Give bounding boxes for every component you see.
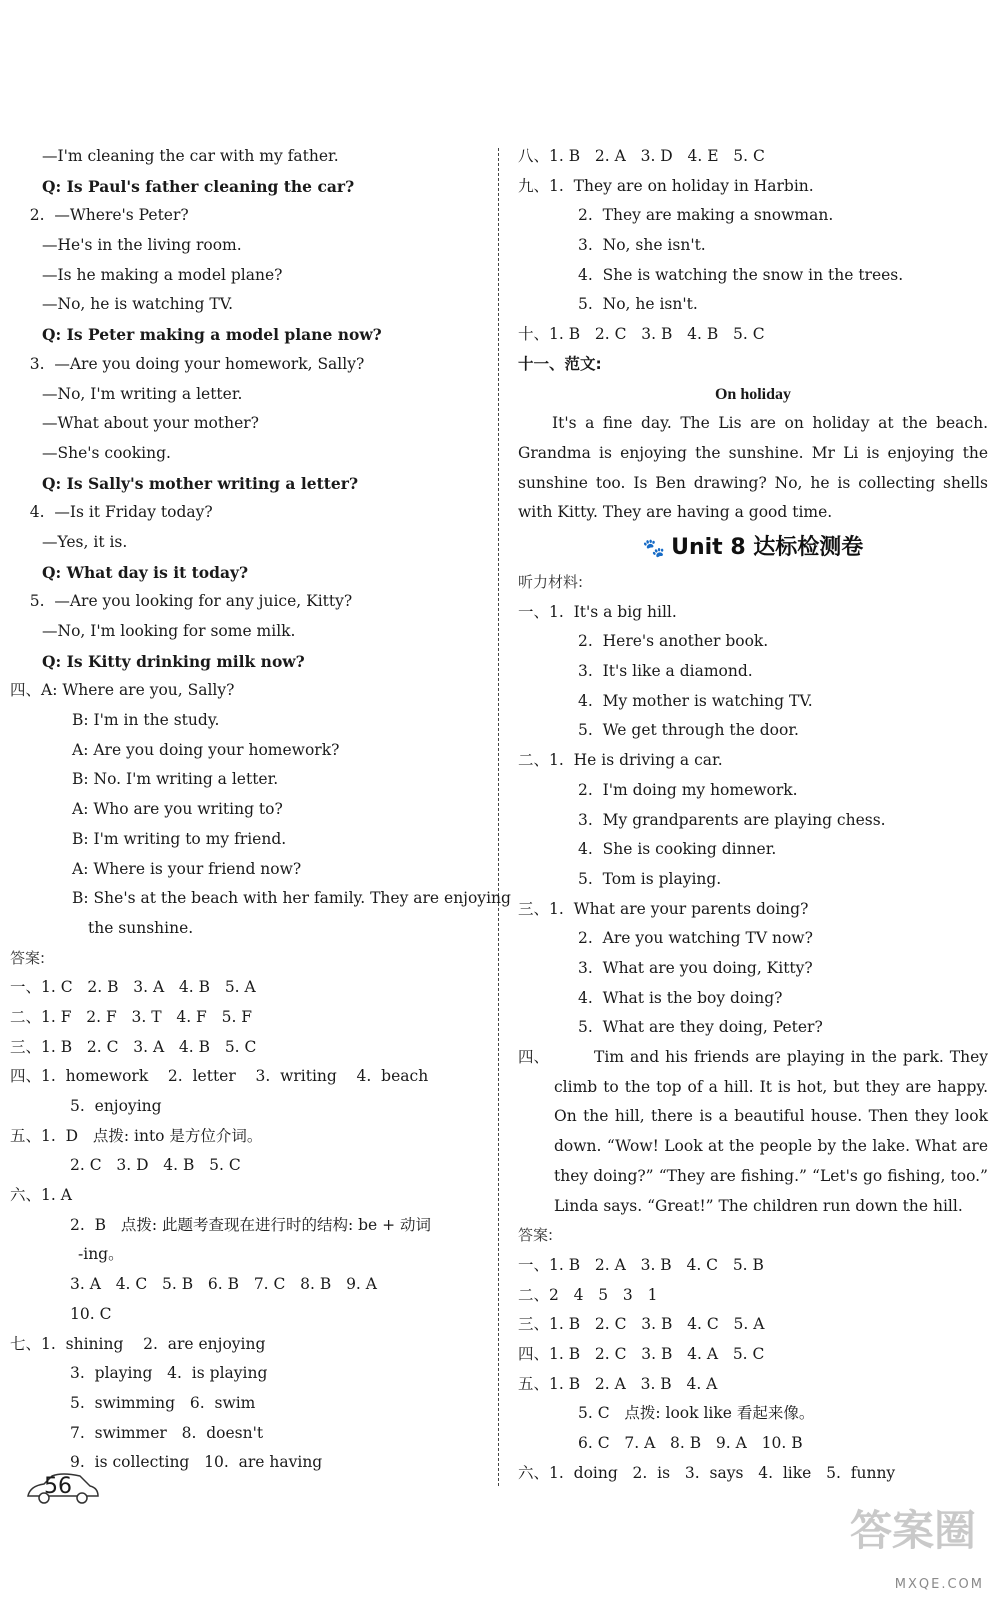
- left-line: -ing。: [78, 1245, 124, 1264]
- right-top-line: 3. No, she isn't.: [578, 236, 706, 255]
- left-line: 四、A: Where are you, Sally?: [10, 681, 235, 700]
- listening-line: 3. What are you doing, Kitty?: [578, 958, 813, 977]
- listening-line: 4. She is cooking dinner.: [578, 840, 777, 859]
- left-line: —She's cooking.: [42, 443, 171, 462]
- left-line: 四、1. homework 2. letter 3. writing 4. beach: [10, 1067, 429, 1086]
- right-top-line: 十、1. B 2. C 3. B 4. B 5. C: [518, 325, 765, 344]
- paw-icon: 🐾: [642, 538, 666, 559]
- left-line: —No, I'm looking for some milk.: [42, 622, 296, 640]
- left-line: 3. —Are you doing your homework, Sally?: [10, 354, 365, 373]
- right-column: [518, 142, 988, 1488]
- left-line: 5. swimming 6. swim: [70, 1393, 256, 1412]
- left-line: —Yes, it is.: [42, 532, 128, 551]
- left-line: 七、1. shining 2. are enjoying: [10, 1334, 266, 1353]
- left-line: —I'm cleaning the car with my father.: [42, 147, 339, 165]
- listening-line: 5. What are they doing, Peter?: [578, 1018, 823, 1037]
- column-divider: [498, 148, 499, 1486]
- left-line: Q: Is Paul's father cleaning the car?: [42, 176, 355, 196]
- watermark-url: MXQE.COM: [894, 1577, 984, 1592]
- left-line: —What about your mother?: [42, 414, 259, 433]
- left-line: 2. C 3. D 4. B 5. C: [70, 1156, 241, 1175]
- left-line: 7. swimmer 8. doesn't: [70, 1423, 264, 1442]
- left-line: —He's in the living room.: [42, 236, 242, 255]
- story-label: 四、: [518, 1048, 550, 1066]
- left-line: Q: What day is it today?: [42, 562, 249, 582]
- left-line: 一、1. C 2. B 3. A 4. B 5. A: [10, 978, 256, 997]
- story-block: [518, 1043, 988, 1221]
- listening-line: 4. What is the boy doing?: [578, 988, 783, 1007]
- left-line: 4. —Is it Friday today?: [10, 503, 213, 522]
- watermark-logo: 答案圈: [849, 1506, 976, 1555]
- right-top-line: 九、1. They are on holiday in Harbin.: [518, 176, 814, 195]
- answer-line: 六、1. doing 2. is 3. says 4. like 5. funny: [518, 1463, 896, 1482]
- left-line: 3. A 4. C 5. B 6. B 7. C 8. B 9. A: [70, 1275, 377, 1294]
- right-top-line: 4. She is watching the snow in the trees.: [578, 265, 904, 284]
- left-line: B: She's at the beach with her family. They are enjoying: [72, 889, 511, 908]
- listening-line: 一、1. It's a big hill.: [518, 602, 677, 621]
- listening-line: 三、1. What are your parents doing?: [518, 899, 809, 918]
- left-line: A: Who are you writing to?: [72, 800, 283, 819]
- essay-text: It's a fine day. The Lis are on holiday at the beach. Grandma is enjoying the sunshine. Mr Li is enjoying the sunshine too. Is Ben drawing? No, he is collecting shells with Kitty. They are having a good time.: [518, 414, 988, 522]
- listening-line: 2. Here's another book.: [578, 632, 769, 651]
- right-top-line: 5. No, he isn't.: [578, 295, 698, 314]
- left-line: 五、1. D 点拨: into 是方位介词。: [10, 1126, 263, 1145]
- essay-title: On holiday: [714, 385, 792, 403]
- answer-line: 三、1. B 2. C 3. B 4. C 5. A: [518, 1315, 765, 1334]
- page-number: 56: [44, 1474, 72, 1499]
- story-text: Tim and his friends are playing in the park. They climb to the top of a hill. It is hot, but they are happy. On the hill, there is a beautiful house. Then they look down. “Wow! Look at the people by the lake. What are they doing?” “They are fishing.” “Let's go fishing, too.” Linda says. “Great!” The children run down the hill.: [554, 1048, 988, 1215]
- answers-heading: 答案:: [518, 1226, 554, 1245]
- answer-line: 四、1. B 2. C 3. B 4. A 5. C: [518, 1344, 765, 1363]
- page-number-badge: [22, 1468, 102, 1508]
- left-line: Q: Is Sally's mother writing a letter?: [42, 473, 359, 493]
- left-line: —No, I'm writing a letter.: [42, 384, 243, 403]
- listening-line: 5. We get through the door.: [578, 721, 799, 740]
- left-column: [10, 142, 511, 1478]
- left-line: —Is he making a model plane?: [42, 265, 283, 284]
- left-line: —No, he is watching TV.: [42, 295, 234, 314]
- left-line: the sunshine.: [88, 918, 194, 937]
- left-line: A: Are you doing your homework?: [72, 740, 340, 759]
- left-line: 10. C: [70, 1304, 112, 1323]
- right-top-line: 八、1. B 2. A 3. D 4. E 5. C: [518, 147, 765, 165]
- left-line: Q: Is Peter making a model plane now?: [42, 325, 382, 345]
- answer-line: 5. C 点拨: look like 看起来像。: [578, 1404, 815, 1423]
- listening-line: 4. My mother is watching TV.: [578, 691, 813, 710]
- left-line: 二、1. F 2. F 3. T 4. F 5. F: [10, 1007, 253, 1026]
- left-line: 3. playing 4. is playing: [70, 1364, 268, 1383]
- listening-line: 二、1. He is driving a car.: [518, 751, 723, 770]
- listening-heading: 听力材料:: [518, 573, 584, 591]
- left-line: 5. enjoying: [70, 1097, 162, 1115]
- answer-line: 6. C 7. A 8. B 9. A 10. B: [578, 1434, 803, 1453]
- left-line: A: Where is your friend now?: [72, 859, 302, 878]
- left-line: Q: Is Kitty drinking milk now?: [42, 651, 305, 671]
- listening-line: 2. Are you watching TV now?: [578, 929, 813, 948]
- listening-line: 3. It's like a diamond.: [578, 662, 753, 681]
- listening-line: 5. Tom is playing.: [578, 869, 722, 888]
- right-top-line: 十一、范文:: [518, 354, 602, 373]
- left-line: 9. is collecting 10. are having: [70, 1453, 323, 1472]
- left-line: 5. —Are you looking for any juice, Kitty?: [10, 592, 353, 611]
- left-line: 2. —Where's Peter?: [10, 206, 189, 225]
- left-line: 答案:: [10, 948, 46, 967]
- answer-line: 一、1. B 2. A 3. B 4. C 5. B: [518, 1255, 764, 1274]
- left-line: B: I'm writing to my friend.: [72, 829, 287, 848]
- listening-line: 2. I'm doing my homework.: [578, 780, 798, 799]
- left-line: 三、1. B 2. C 3. A 4. B 5. C: [10, 1037, 257, 1056]
- left-line: 六、1. A: [10, 1186, 72, 1205]
- answer-line: 二、2 4 5 3 1: [518, 1285, 658, 1304]
- left-line: B: No. I'm writing a letter.: [72, 770, 279, 789]
- unit-heading: 🐾 Unit 8 达标检测卷: [642, 535, 864, 560]
- answer-line: 五、1. B 2. A 3. B 4. A: [518, 1374, 718, 1393]
- left-line: B: I'm in the study.: [72, 711, 220, 730]
- right-top-line: 2. They are making a snowman.: [578, 206, 834, 225]
- left-line: 2. B 点拨: 此题考查现在进行时的结构: be + 动词: [70, 1215, 432, 1234]
- listening-line: 3. My grandparents are playing chess.: [578, 810, 886, 829]
